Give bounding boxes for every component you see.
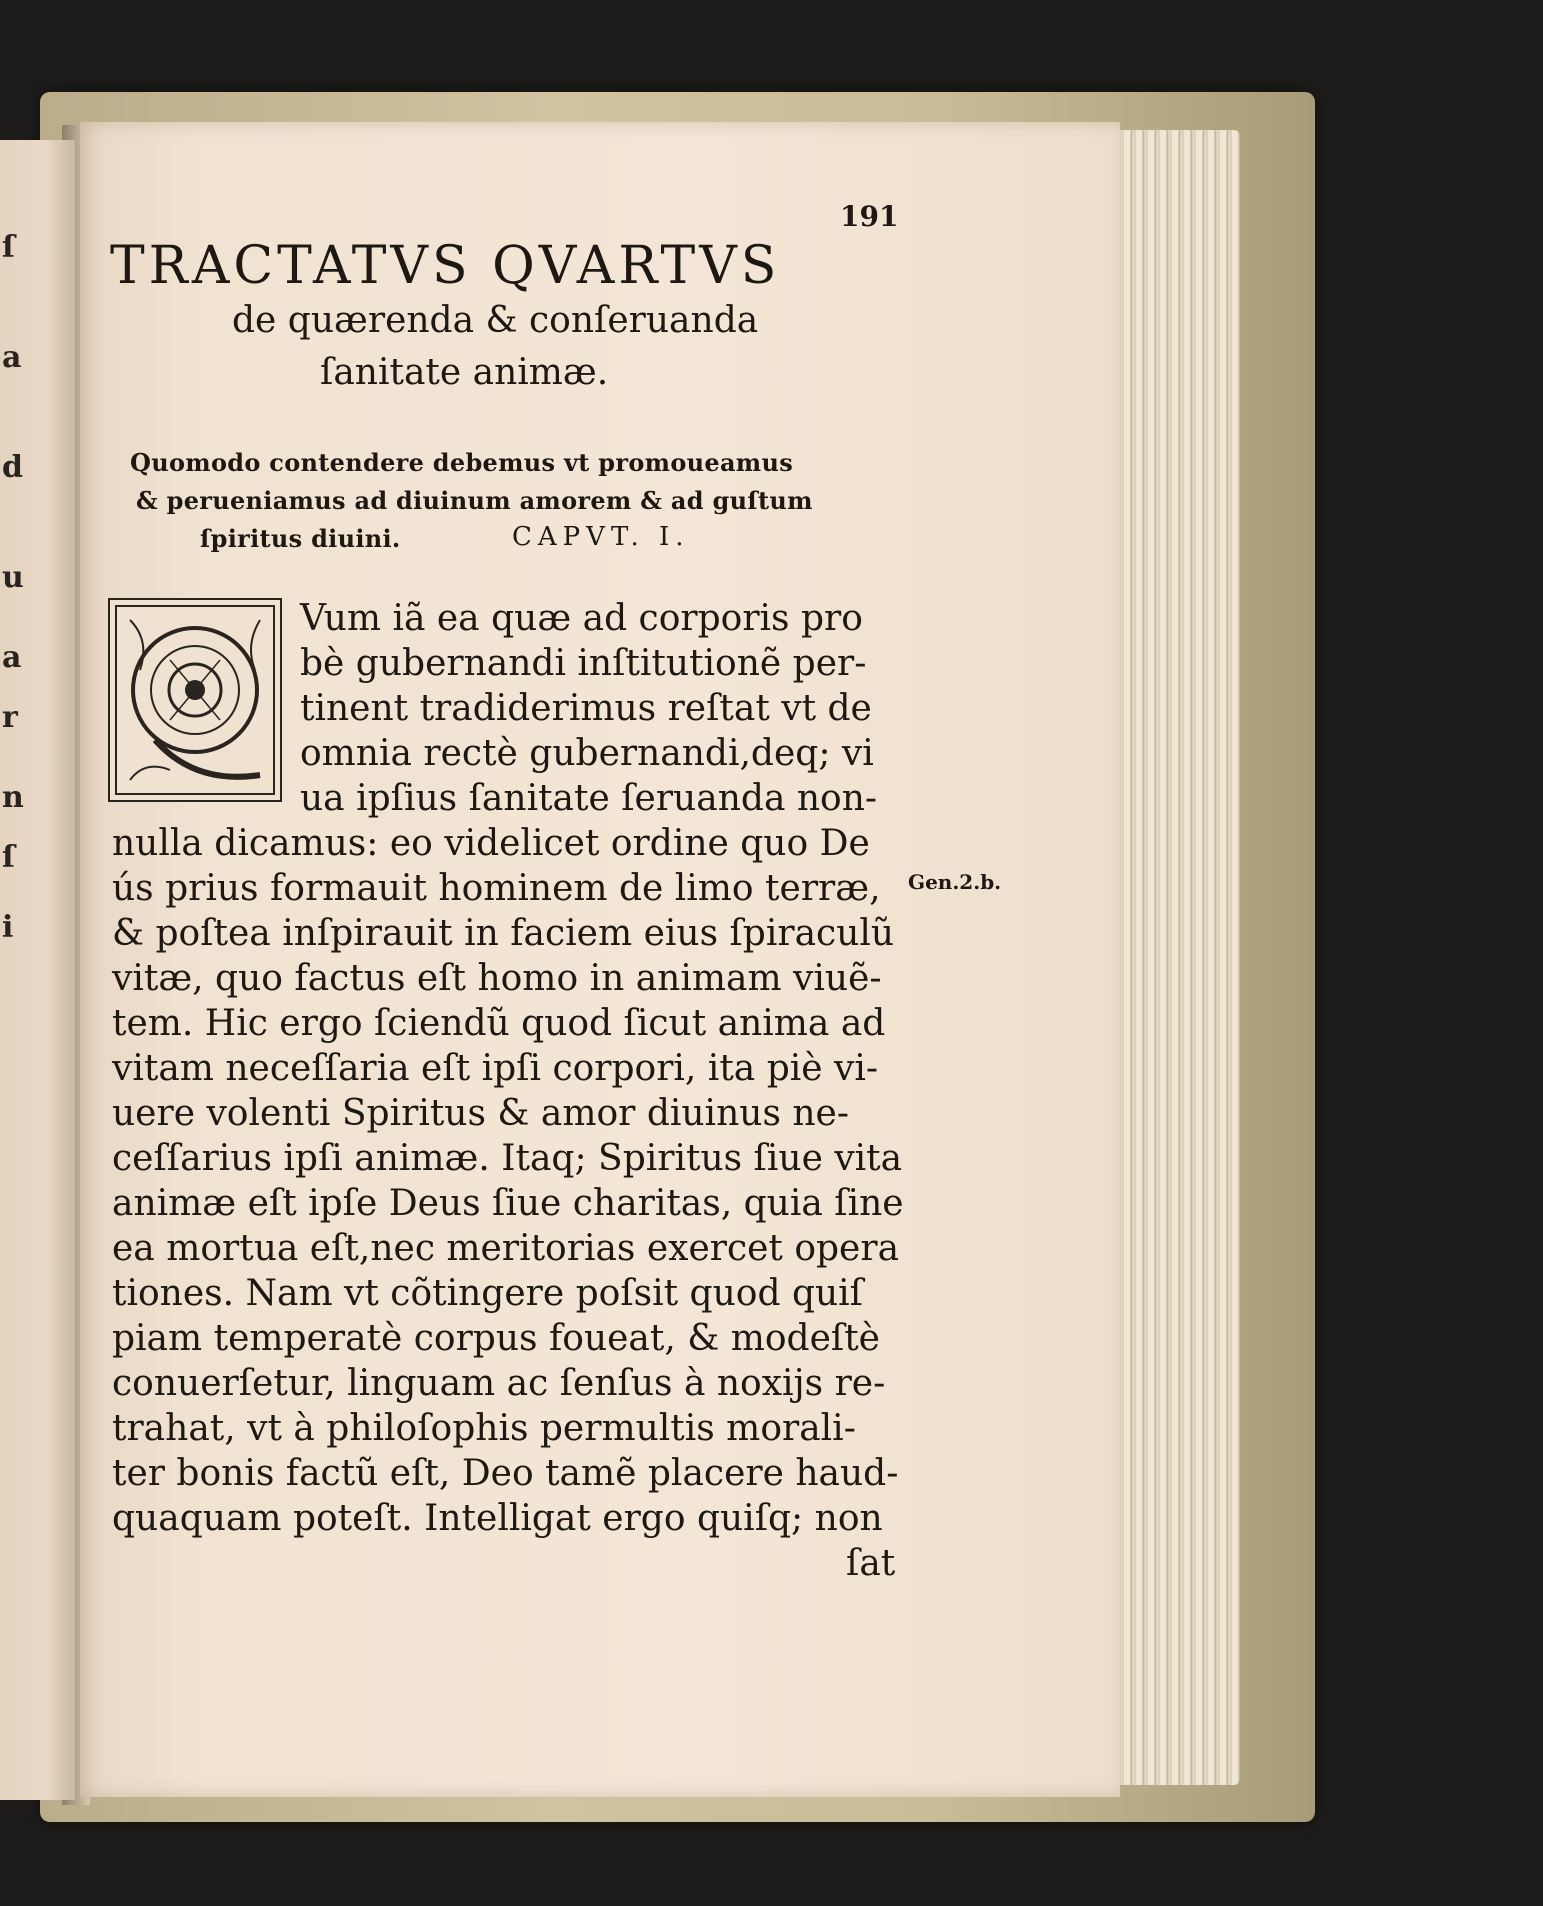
subtitle-line: ſanitate animæ. [320, 352, 609, 393]
catchword: ſat [846, 1543, 896, 1584]
facing-page-fragment: i [2, 910, 14, 945]
body-line: omnia rectè gubernandi,deq; vi [300, 733, 874, 774]
chapter-heading-line: & perueniamus ad diuinum amorem & ad guſtum [136, 486, 813, 515]
body-line: ea mortua eſt,nec meritorias exercet opera [112, 1228, 900, 1269]
body-line: & poſtea inſpirauit in faciem eius ſpiraculũ [112, 913, 895, 954]
facing-page-fragment: ſ [2, 230, 15, 265]
page-edges [1100, 130, 1240, 1785]
body-line: tiones. Nam vt cõtingere poſsit quod quiſ [112, 1273, 864, 1314]
chapter-heading-line: Quomodo contendere debemus vt promoueamus [130, 448, 794, 477]
body-line: conuerſetur, linguam ac ſenſus à noxiјs re- [112, 1363, 886, 1404]
body-line: nulla dicamus: eo videlicet ordine quo De [112, 823, 870, 864]
treatise-title: TRACTATVS QVARTVS [110, 236, 781, 296]
marginal-note: Gen.2.b. [908, 870, 1002, 894]
body-line: quaquam poteſt. Intelligat ergo quiſq; non [112, 1498, 883, 1539]
body-line: ceſſarius ipſi animæ. Itaq; Spiritus ſiue vita [112, 1138, 903, 1179]
body-line: bè gubernandi inſtitutionẽ per- [300, 643, 867, 684]
body-line: tinent tradiderimus reſtat vt de [300, 688, 872, 729]
body-line: ter bonis factũ eſt, Deo tamẽ placere haud- [112, 1453, 899, 1494]
facing-page-fragment: a [2, 340, 22, 375]
subtitle-line: de quærenda & conſeruanda [232, 300, 759, 341]
woodcut-initial-image [110, 600, 280, 800]
body-line: piam temperatè corpus foueat, & modeſtè [112, 1318, 880, 1359]
body-line: Vum iã ea quæ ad corporis pro [300, 598, 863, 639]
body-line: uere volenti Spiritus & amor diuinus ne- [112, 1093, 850, 1134]
body-line: animæ eſt ipſe Deus ſiue charitas, quia ſine [112, 1183, 904, 1224]
facing-page-fragment: r [2, 700, 18, 735]
facing-page-fragment: u [2, 560, 24, 595]
body-line: ús prius formauit hominem de limo terræ, [112, 868, 881, 909]
facing-page-fragment: a [2, 640, 22, 675]
facing-page-fragment: d [2, 450, 23, 485]
chapter-heading-line: ſpiritus diuini. [200, 524, 401, 553]
body-line: tem. Hic ergo ſciendũ quod ſicut anima ad [112, 1003, 886, 1044]
page-number: 191 [840, 200, 899, 233]
facing-page [0, 140, 75, 1800]
body-line: trahat, vt à philoſophis permultis morali- [112, 1408, 856, 1449]
facing-page-fragment: ſ [2, 840, 15, 875]
body-line: vitam neceſſaria eſt ipſi corpori, ita piè vi- [112, 1048, 879, 1089]
body-line: ua ipſius ſanitate ſeruanda non- [300, 778, 878, 819]
chapter-label: CAPVT. I. [512, 522, 690, 552]
facing-page-fragment: n [2, 780, 24, 815]
woodcut-initial [108, 598, 282, 802]
body-line: vitæ, quo factus eſt homo in animam viuẽ- [112, 958, 882, 999]
